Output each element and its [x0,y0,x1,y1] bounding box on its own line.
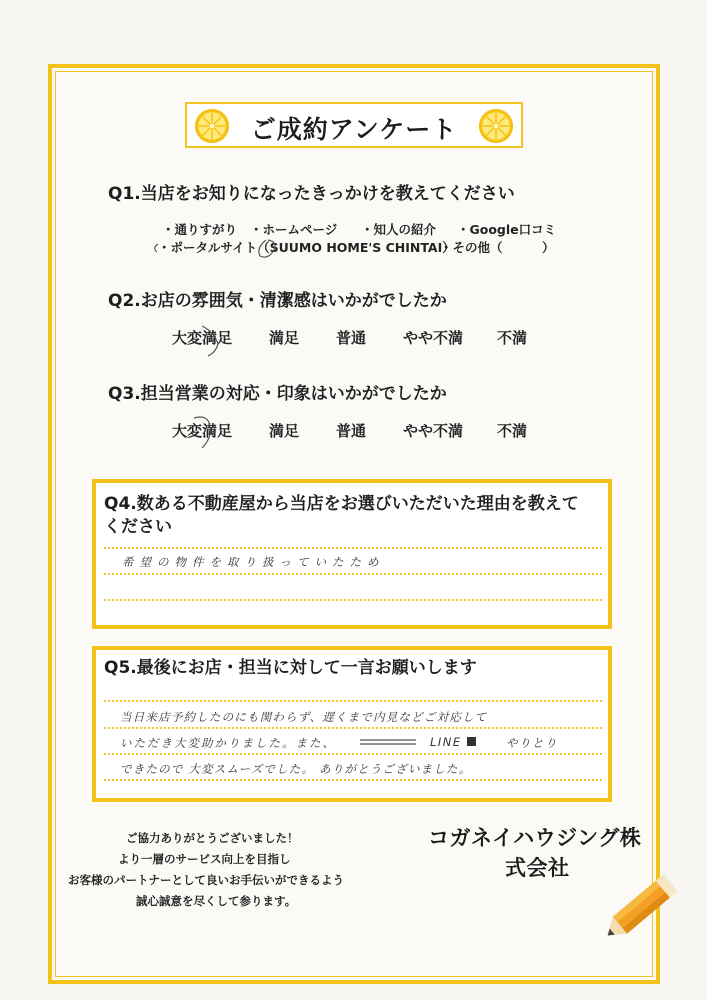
hand-circle-mark [148,234,288,262]
answer-line [104,753,602,755]
q2-rating[interactable]: 大変満足 [172,329,233,347]
thanks-line: お客様のパートナーとして良いお手伝いができるよう [68,873,344,887]
answer-line [104,547,602,549]
q1-option[interactable]: ・Google口コミ [457,222,557,237]
q5-handwritten-line: できたので 大変スムーズでした。 ありがとうございました。 [120,762,472,776]
q4-question-cont: ください [104,517,172,537]
strike-through-mark [358,736,418,750]
q3-rating[interactable]: やや不満 [403,422,464,440]
q1-option[interactable]: ・通りすがり [162,222,238,237]
q2-question: Q2.お店の雰囲気・清潔感はいかがでしたか [108,291,447,311]
thanks-line: より一層のサービス向上を目指し [118,852,291,866]
page-title: ご成約アンケート [250,115,458,144]
q1-question: Q1.当店をお知りになったきっかけを教えてください [108,184,515,204]
company-name: コガネイハウジング株 [428,826,642,850]
q2-rating[interactable]: 満足 [269,329,300,347]
q1-option-close: ） [542,240,555,255]
q4-question: Q4.数ある不動産屋から当店をお選びいただいた理由を教えて [104,494,579,514]
q3-rating[interactable]: 普通 [336,422,367,440]
q2-rating[interactable]: 普通 [336,329,367,347]
answer-line [104,727,602,729]
q3-rating[interactable]: 不満 [497,422,528,440]
q2-rating[interactable]: やや不満 [403,329,464,347]
answer-line [104,573,602,575]
q3-rating[interactable]: 大変満足 [172,422,233,440]
q5-question: Q5.最後にお店・担当に対して一言お願いします [104,658,477,678]
q4-handwritten-answer: 希望の物件を取り扱っていたため [122,555,385,569]
hand-check-mark [196,322,226,358]
hand-circle-mark [186,412,220,452]
q3-rating[interactable]: 満足 [269,422,300,440]
title-box [185,102,523,148]
q1-option[interactable]: ・知人の紹介 [361,222,437,237]
lemon-slice-icon [477,107,515,145]
q5-handwritten-line: 当日来店予約したのにも関わらず、遅くまで内見などご対応して [120,710,488,724]
q1-option[interactable]: ・その他（ [440,240,503,255]
scribble-mark [467,737,476,746]
q2-rating[interactable]: 不満 [497,329,528,347]
q5-handwritten-line: いただき大変助かりました。また、 [120,736,336,750]
answer-line [104,700,602,702]
q5-handwritten-line: やりとり [506,736,558,750]
pencil-icon [596,862,688,954]
q1-option[interactable]: ・ホームページ [250,222,338,237]
q5-handwritten-line: LINE [430,735,462,749]
thanks-line: ご協力ありがとうございました！ [126,831,299,845]
q1-option[interactable]: ・ポータルサイト（SUUMO HOME'S CHINTAI） [158,240,455,255]
answer-line [104,779,602,781]
q3-question: Q3.担当営業の対応・印象はいかがでしたか [108,384,447,404]
thanks-line: 誠心誠意を尽くして参ります。 [136,894,297,908]
answer-line [104,599,602,601]
company-name-cont: 式会社 [505,856,570,880]
